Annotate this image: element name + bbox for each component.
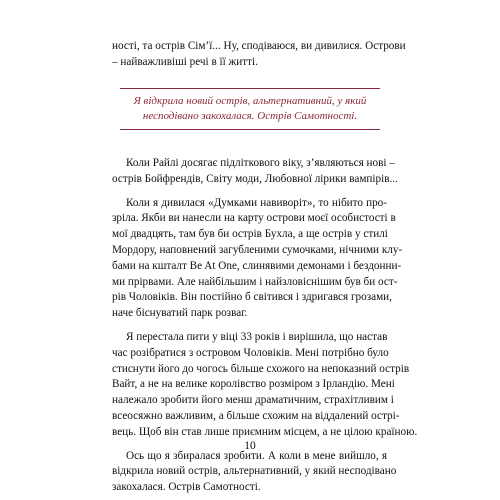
text-line: – найважливіші речі в її житті. bbox=[112, 55, 258, 68]
text-line: Коли я дивилася «Думками навиворіт», то нібито про- bbox=[126, 196, 387, 209]
text-line: належало зробити його менш драматичним, страхітливим і bbox=[112, 394, 394, 407]
text-line: ми прірвами. Але найбільшим і найзловіснішим був би ост- bbox=[112, 275, 398, 288]
top-paragraph bbox=[112, 39, 406, 71]
paragraph-3 bbox=[112, 330, 418, 441]
text-line: мої двадцять, там був би острів Бухла, а ще острів у стилі bbox=[112, 228, 388, 241]
pull-quote bbox=[120, 88, 380, 130]
text-line: зріла. Якби ви нанесли на карту острови моєї особистості в bbox=[112, 212, 396, 225]
text-line: всеосяжно важливим, а більше схожим на віддалений острі- bbox=[112, 409, 400, 422]
quote-line: несподівано закохалася. Острів Самотності. bbox=[142, 109, 358, 122]
text-line: наче біснуватий парк розваг. bbox=[112, 307, 248, 320]
text-line: стиснути його до чогось більше схожого на непоказний острів bbox=[112, 362, 410, 375]
paragraph-1 bbox=[112, 156, 398, 188]
text-line: Ось що я збиралася зробити. А коли в мене вийшло, я bbox=[126, 449, 387, 462]
paragraph-2 bbox=[112, 196, 403, 322]
text-line: бами на кшталт Be At One, слинявими демонами і бездонни- bbox=[112, 259, 402, 272]
text-line: ності, та острів Сім’ї... Ну, сподіваюся, ви дивилися. Острови bbox=[112, 40, 406, 52]
page-number: 10 bbox=[244, 440, 256, 452]
text-line: Вайт, а не на велике королівство розміром з Ірландію. Мені bbox=[112, 378, 395, 391]
text-line: острів Бойфрендів, Світу моди, Любовної лірики вампірів... bbox=[112, 172, 398, 185]
quote-bottom-rule bbox=[120, 129, 380, 130]
paragraph-4 bbox=[112, 449, 397, 496]
text-line: рів Чоловіків. Він постійно б світився і здригався грозами, bbox=[112, 291, 392, 304]
text-line: Я перестала пити у віці 33 років і вирішила, що настав bbox=[126, 330, 388, 343]
text-line: вець. Щоб він став лише приємним місцем, а не цілою країною. bbox=[112, 425, 418, 438]
pull-quote-text bbox=[120, 89, 380, 129]
quote-line: Я відкрила новий острів, альтернативний, у який bbox=[133, 95, 367, 107]
text-line: закохалася. Острів Самотності. bbox=[112, 481, 261, 494]
text-line: Мордору, наповнений загубленими сумочками, нічними клу- bbox=[112, 243, 403, 256]
text-line: час розібратися з островом Чоловіків. Мені потрібно було bbox=[112, 346, 389, 359]
text-line: відкрила новий острів, альтернативний, у який несподівано bbox=[112, 465, 397, 478]
text-line: Коли Райлі досягає підліткового віку, з’являються нові – bbox=[126, 157, 395, 169]
